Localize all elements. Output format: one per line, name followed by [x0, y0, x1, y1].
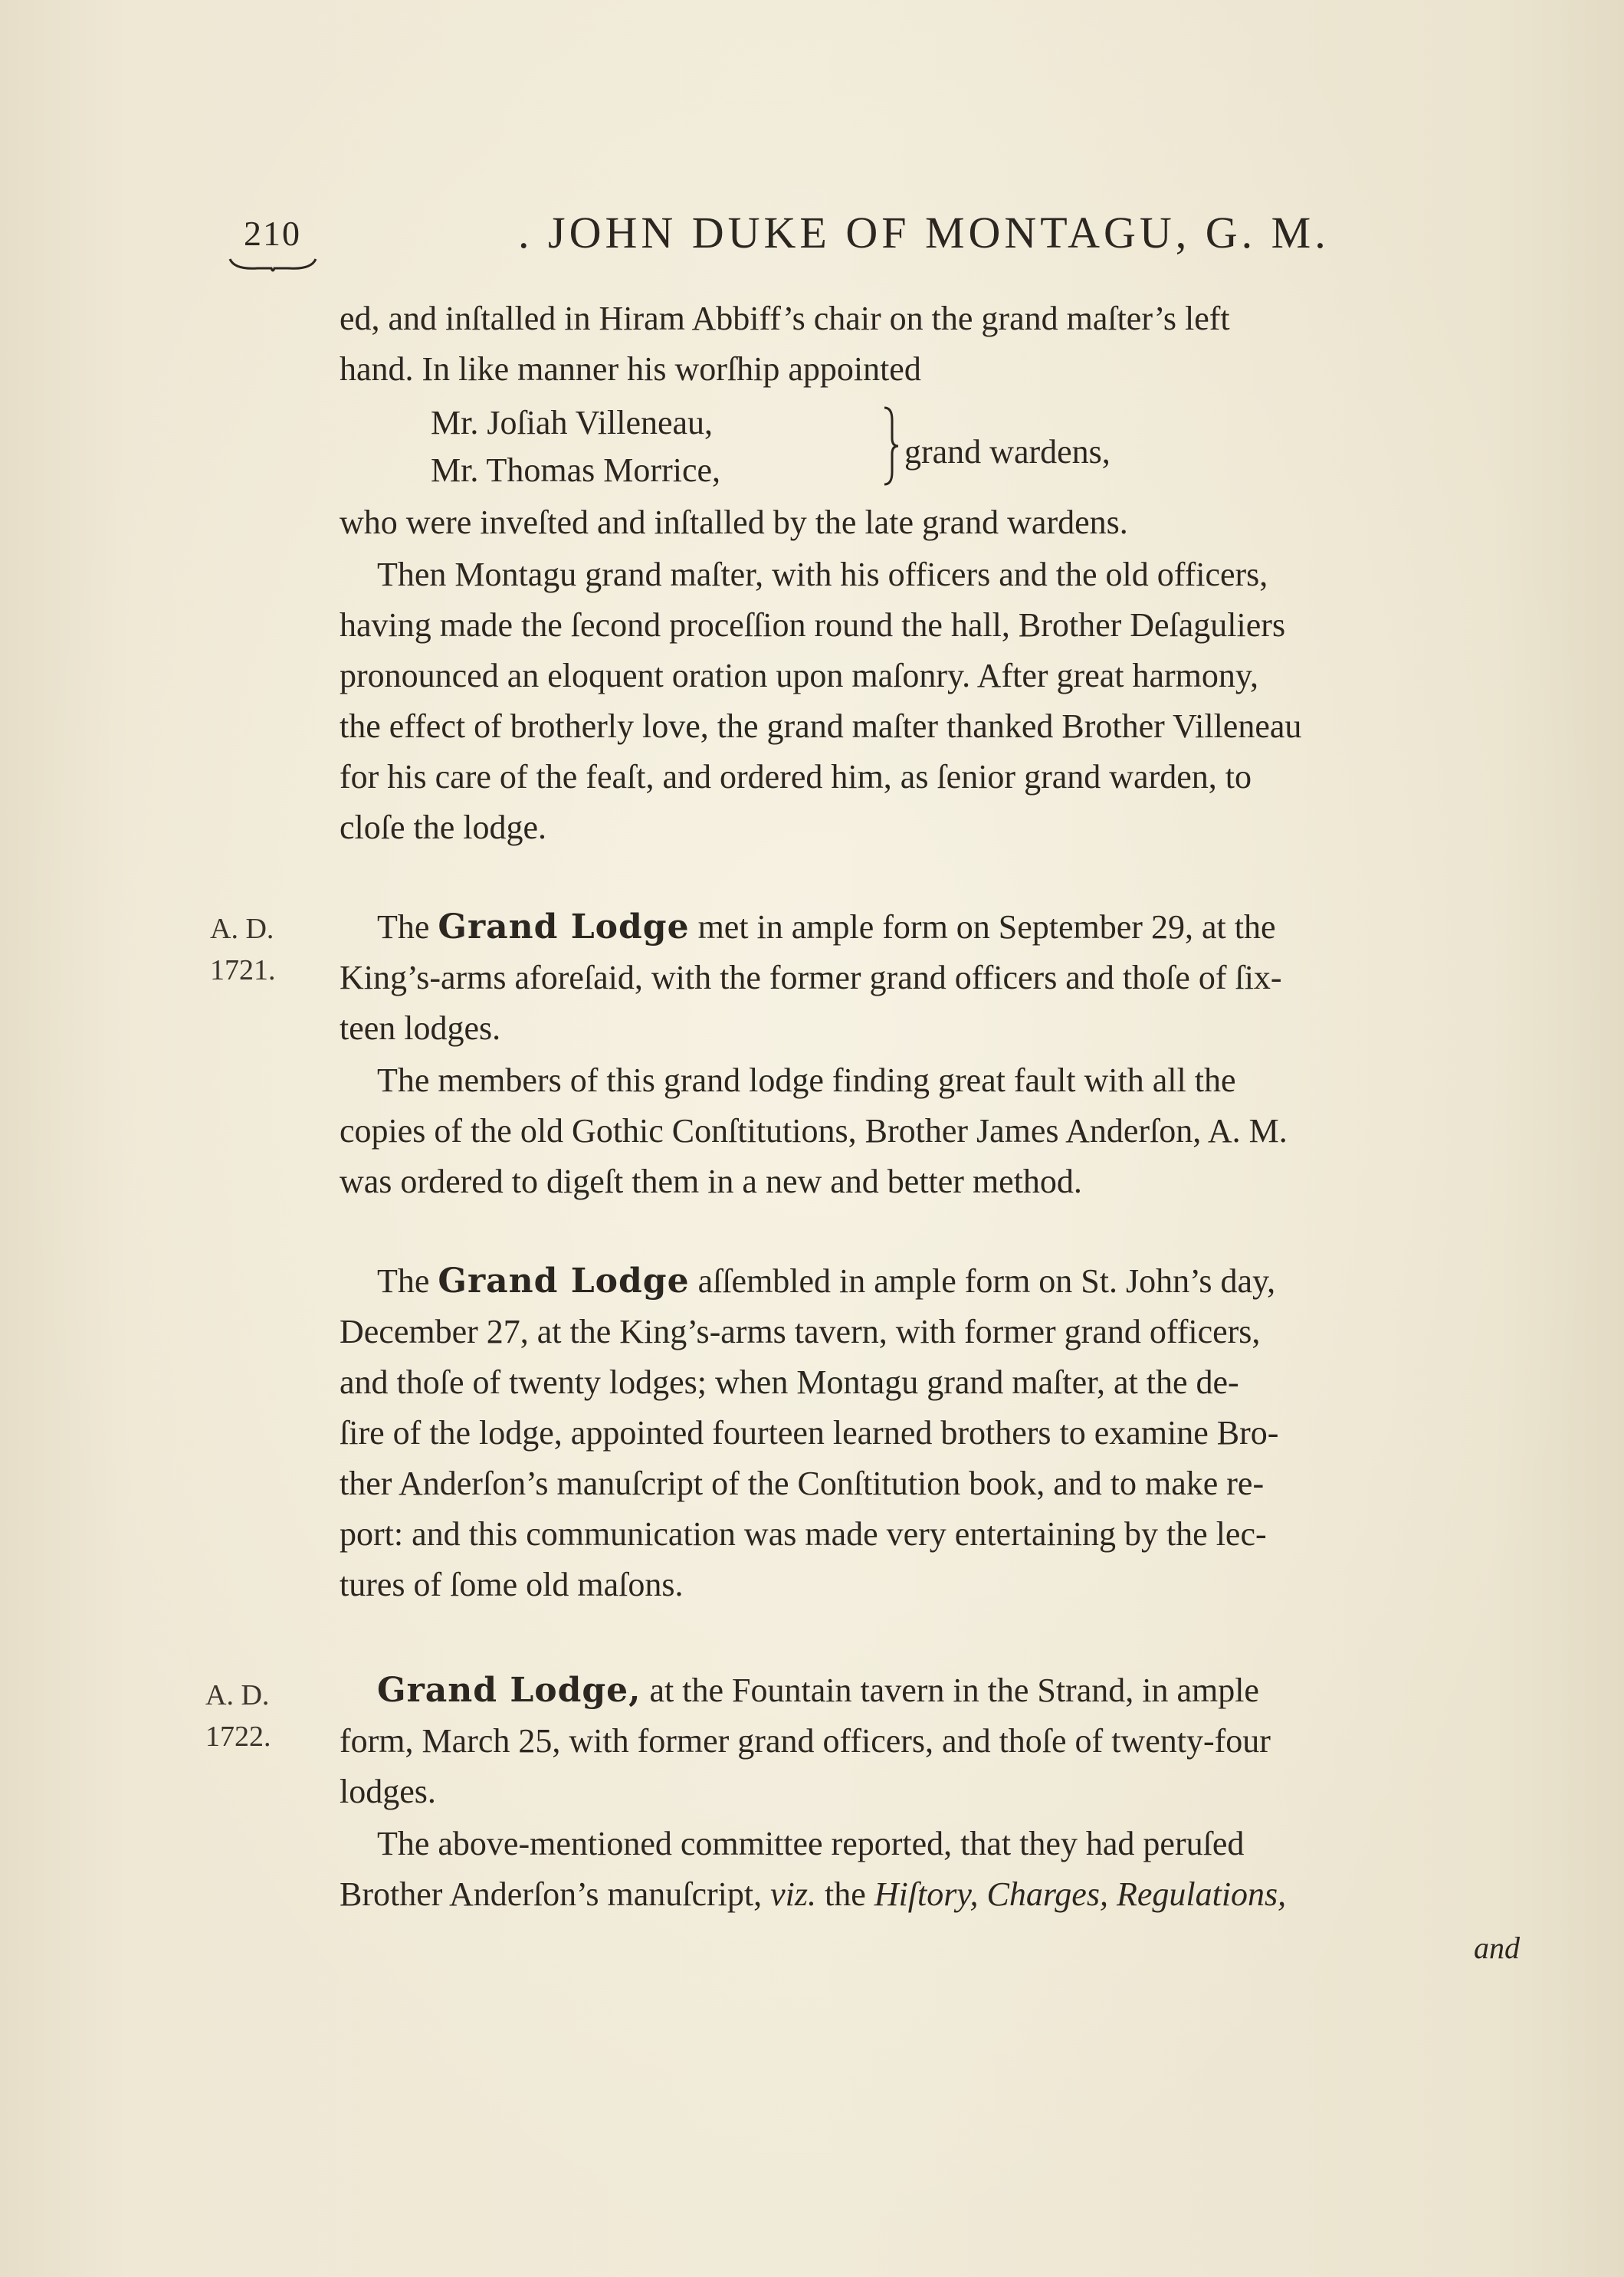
text-fragment: the — [825, 1875, 866, 1913]
text-line — [377, 1671, 1259, 1710]
text-fragment: aſſembled in ample form on St. John’s day, — [697, 1262, 1276, 1300]
text-line: December 27, at the King’s-arms tavern, with former grand officers, — [340, 1313, 1261, 1350]
page-number: 210 — [244, 214, 301, 253]
text-line: The above-mentioned committee reported, that they had peruſed — [377, 1825, 1245, 1862]
running-title: . JOHN DUKE OF MONTAGU, G. M. — [518, 208, 1330, 258]
text-line: and thoſe of twenty lodges; when Montagu grand maſter, at the de- — [340, 1363, 1239, 1401]
text-fragment: at the Fountain tavern in the Strand, in ample — [649, 1672, 1259, 1709]
text-line — [377, 907, 1276, 947]
page-number-flourish-icon — [227, 254, 319, 274]
text-line: ſire of the lodge, appointed fourteen learned brothers to examine Bro- — [340, 1414, 1279, 1452]
italic-fragment: Hiſtory, — [874, 1875, 979, 1913]
margin-year: 1722. — [205, 1721, 271, 1753]
margin-year: 1721. — [210, 954, 276, 986]
text-line: the effect of brotherly love, the grand maſter thanked Brother Villeneau — [340, 707, 1302, 745]
text-line: cloſe the lodge. — [340, 809, 547, 846]
text-line — [340, 1875, 1287, 1913]
text-line: for his care of the feaſt, and ordered him, as ſenior grand warden, to — [340, 758, 1252, 796]
warden-name: Mr. Joſiah Villeneau, — [431, 404, 714, 441]
text-line: teen lodges. — [340, 1009, 501, 1047]
text-line: port: and this communication was made very entertaining by the lec- — [340, 1515, 1267, 1553]
margin-year-label: A. D. — [210, 913, 274, 945]
grand-lodge-blackletter: Grand Lodge — [438, 907, 690, 947]
text-line: form, March 25, with former grand officers, and thoſe of twenty-four — [340, 1722, 1271, 1760]
text-fragment: Brother Anderſon’s manuſcript, — [340, 1875, 763, 1913]
warden-name: Mr. Thomas Morrice, — [431, 451, 721, 489]
grand-lodge-blackletter: Grand Lodge, — [377, 1671, 641, 1710]
italic-fragment: Regulations, — [1116, 1875, 1287, 1913]
italic-fragment: Charges, — [986, 1875, 1108, 1913]
text-line: hand. In like manner his worſhip appointed — [340, 350, 921, 388]
text-line: pronounced an eloquent oration upon maſonry. After great harmony, — [340, 657, 1259, 694]
text-line: Then Montagu grand maſter, with his officers and the old officers, — [377, 556, 1268, 593]
text-fragment: The — [377, 908, 430, 946]
text-line: lodges. — [340, 1773, 436, 1810]
italic-fragment: viz. — [770, 1875, 817, 1913]
catchword: and — [1474, 1931, 1520, 1965]
text-line — [377, 1262, 1276, 1301]
grand-lodge-blackletter: Grand Lodge — [438, 1262, 690, 1301]
brace-icon — [881, 405, 904, 487]
text-line: King’s-arms aforeſaid, with the former grand officers and thoſe of ſix- — [340, 959, 1282, 996]
text-line: ed, and inſtalled in Hiram Abbiff’s chair on the grand maſter’s left — [340, 300, 1230, 337]
text-line: ther Anderſon’s manuſcript of the Conſtitution book, and to make re- — [340, 1465, 1265, 1502]
text-line: was ordered to digeſt them in a new and better method. — [340, 1163, 1082, 1200]
text-fragment: met in ample form on September 29, at the — [697, 908, 1276, 946]
text-line: having made the ſecond proceſſion round the hall, Brother Deſaguliers — [340, 606, 1286, 644]
text-line: The members of this grand lodge finding great fault with all the — [377, 1061, 1236, 1099]
wardens-label: grand wardens, — [904, 433, 1111, 471]
text-line: tures of ſome old maſons. — [340, 1566, 684, 1603]
text-line: copies of the old Gothic Conſtitutions, Brother James Anderſon, A. M. — [340, 1112, 1288, 1150]
text-fragment: The — [377, 1262, 430, 1300]
margin-year-label: A. D. — [205, 1679, 270, 1711]
text-line: who were inveſted and inſtalled by the late grand wardens. — [340, 504, 1128, 541]
